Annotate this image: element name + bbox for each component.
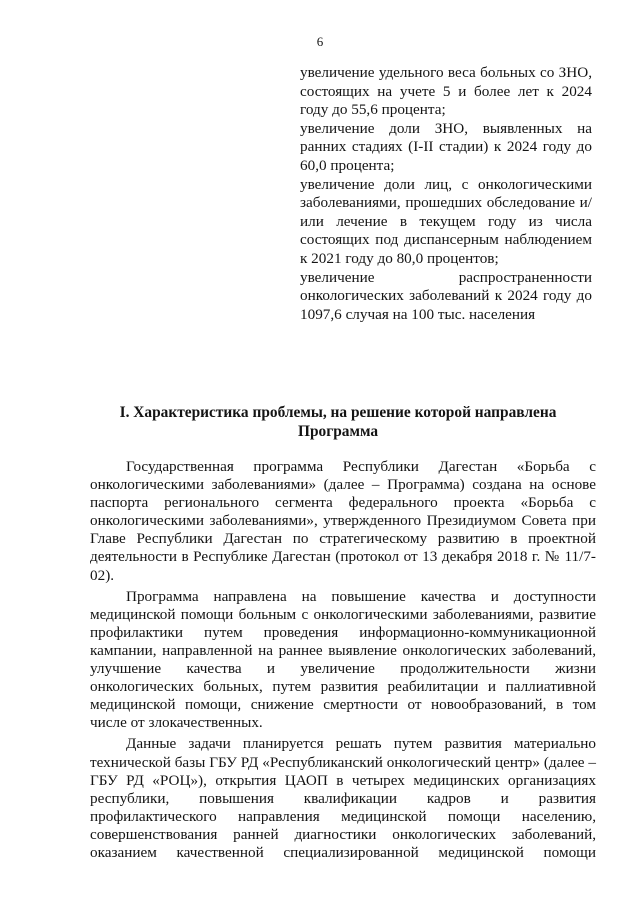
body-paragraph: Государственная программа Республики Дагестан «Борьба с онкологическими заболеваниями» (далее – Программа) создана на основе паспорта регионального сегмента федерального проекта «Борьба с онкологическими заболеваниями», утвержденного Президиумом Совета при Главе Республики Дагестан по стратегическому развитию в проектной деятельности в Республике Дагестан (протокол от 13 декабря 2018 г. № 11/7-02). xyxy=(90,458,596,584)
body-paragraph: Программа направлена на повышение качества и доступности медицинской помощи больным с онкологическими заболеваниями, развитие профилактики путем проведения информационно-коммуникационной кампании, направленной на раннее выявление онкологических заболеваний, улучшение качества и увеличение продолжительности жизни онкологических больных, путем развития реабилитации и паллиативной медицинской помощи, снижение смертности от новообразований, в том числе от злокачественных. xyxy=(90,587,596,732)
target-indicators-list xyxy=(300,64,592,324)
target-indicator-item: увеличение доли лиц, с онкологическими заболеваниями, прошедших обследование и/или лечение в текущем году из числа состоящих под диспансерным наблюдением к 2021 году до 80,0 процентов; xyxy=(300,175,592,267)
body-paragraph: Данные задачи планируется решать путем развития материально технической базы ГБУ РД «Республиканский онкологический центр» (далее – ГБУ РД «РОЦ»), открытия ЦАОП в четырех медицинских организациях республики, повышения квалификации кадров и развития профилактического направления медицинской помощи населению, совершенствования ранней диагностики онкологических заболеваний, оказанием качественной специализированной медицинской помощи xyxy=(90,735,596,861)
page-number: 6 xyxy=(316,34,324,49)
section-body xyxy=(90,458,596,862)
target-indicator-item: увеличение распространенности онкологических заболеваний к 2024 году до 1097,6 случая на 100 тыс. населения xyxy=(300,268,592,323)
section-heading-line: I. Характеристика проблемы, на решение которой направлена xyxy=(119,404,557,421)
section-heading xyxy=(88,404,588,441)
target-indicator-item: увеличение удельного веса больных со ЗНО, состоящих на учете 5 и более лет к 2024 году до 55,6 процента; xyxy=(300,64,592,119)
target-indicator-item: увеличение доли ЗНО, выявленных на ранних стадиях (I-II стадии) к 2024 году до 60,0 процента; xyxy=(300,119,592,174)
section-heading-line: Программа xyxy=(297,422,379,440)
